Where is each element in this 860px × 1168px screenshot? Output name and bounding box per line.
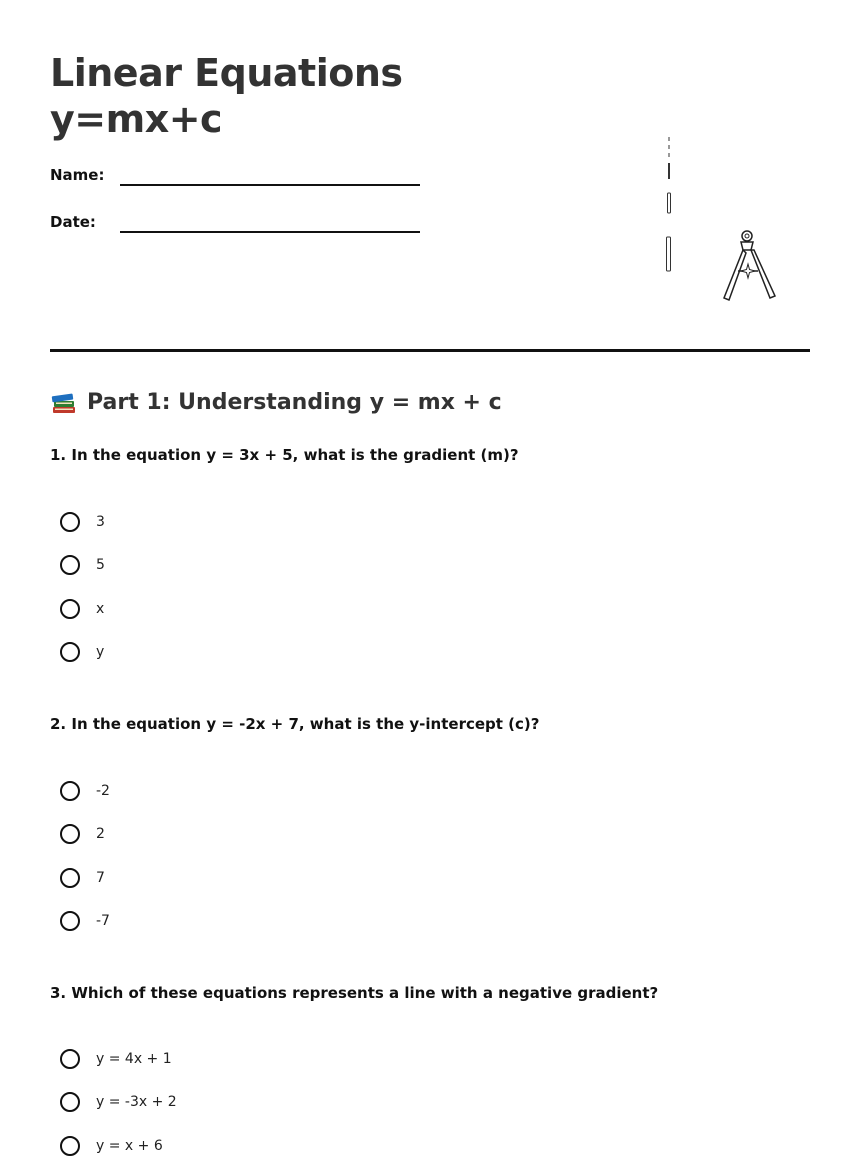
date-blank-line[interactable] — [120, 231, 420, 233]
question-1-option-b[interactable] — [60, 544, 105, 588]
question-2-option-c[interactable] — [60, 856, 110, 900]
question-1-text: 1. In the equation y = 3x + 5, what is the gradient (m)? — [50, 446, 519, 464]
option-label: y = 4x + 1 — [96, 1050, 172, 1067]
name-blank-line[interactable] — [120, 184, 420, 186]
section-divider — [50, 349, 810, 352]
name-label: Name: — [50, 166, 105, 184]
question-3-option-b[interactable] — [60, 1081, 177, 1125]
books-icon — [50, 388, 78, 416]
radio-button[interactable] — [60, 911, 80, 931]
part-1-heading — [50, 388, 502, 416]
question-3-option-a[interactable] — [60, 1037, 177, 1081]
question-2-text: 2. In the equation y = -2x + 7, what is the y-intercept (c)? — [50, 715, 540, 733]
compass-icon — [716, 228, 780, 306]
radio-button[interactable] — [60, 1092, 80, 1112]
question-3-text: 3. Which of these equations represents a line with a negative gradient? — [50, 984, 659, 1002]
radio-button[interactable] — [60, 781, 80, 801]
option-label: 5 — [96, 557, 105, 574]
option-label: 3 — [96, 513, 105, 530]
question-2-option-a[interactable] — [60, 769, 110, 813]
option-label: -2 — [96, 782, 110, 799]
ruler-icon — [660, 135, 676, 275]
radio-button[interactable] — [60, 555, 80, 575]
worksheet-title — [50, 50, 403, 142]
radio-button[interactable] — [60, 512, 80, 532]
option-label: y = x + 6 — [96, 1137, 163, 1154]
option-label: -7 — [96, 913, 110, 930]
option-label: 2 — [96, 826, 105, 843]
option-label: y = -3x + 2 — [96, 1094, 177, 1111]
radio-button[interactable] — [60, 824, 80, 844]
question-3-options — [60, 1037, 177, 1168]
radio-button[interactable] — [60, 868, 80, 888]
title-line-1: Linear Equations — [50, 51, 403, 95]
radio-button[interactable] — [60, 1049, 80, 1069]
date-label: Date: — [50, 213, 96, 231]
question-2 — [50, 715, 810, 930]
option-label: y — [96, 644, 105, 661]
radio-button[interactable] — [60, 1136, 80, 1156]
question-2-option-b[interactable] — [60, 813, 110, 857]
radio-button[interactable] — [60, 642, 80, 662]
question-1-option-d[interactable] — [60, 631, 105, 675]
question-1-option-a[interactable] — [60, 500, 105, 544]
question-2-option-d[interactable] — [60, 900, 110, 944]
title-line-2: y=mx+c — [50, 97, 223, 141]
part-1-heading-text: Part 1: Understanding y = mx + c — [87, 389, 502, 415]
question-1 — [50, 446, 810, 661]
radio-button[interactable] — [60, 599, 80, 619]
question-2-options — [60, 769, 110, 943]
question-3 — [50, 984, 810, 1154]
question-1-options — [60, 500, 105, 674]
option-label: x — [96, 600, 105, 617]
option-label: 7 — [96, 869, 105, 886]
question-1-option-c[interactable] — [60, 587, 105, 631]
